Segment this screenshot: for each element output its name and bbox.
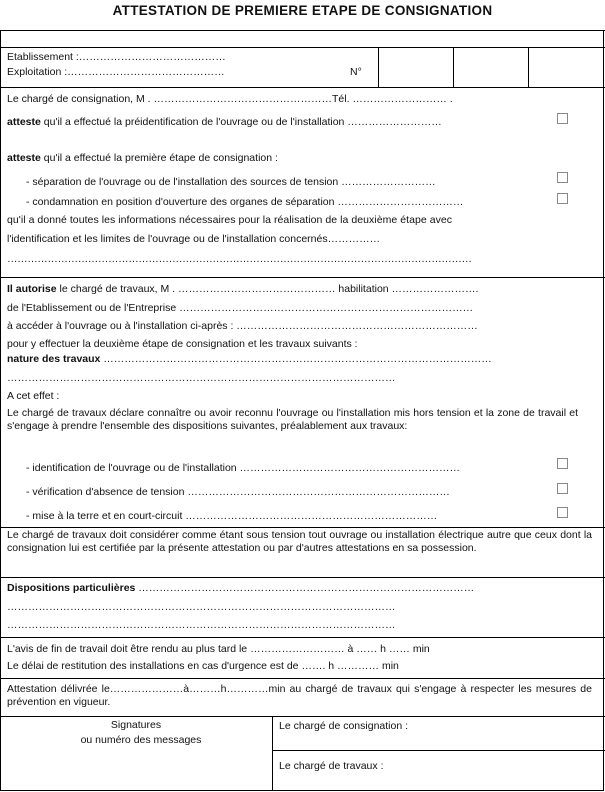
etablissement-field[interactable]: Etablissement :……………………………………: [7, 51, 226, 63]
identification-checkbox[interactable]: [557, 458, 568, 469]
premiere-etape-line: [7, 152, 278, 165]
etablissement-entreprise-line[interactable]: de l'Etablissement ou de l'Entreprise …………………………………………………………………………: [7, 302, 474, 314]
divider: [453, 47, 454, 87]
divider: [0, 527, 605, 528]
consideration-text: Le chargé de travaux doit considérer comme étant sous tension tout ouvrage ou installation électrique autre que ceux dont la consignation lui est certifiée par la présente attestation ou par d'autres attestations en sa possession.: [7, 529, 592, 554]
verification-line: - vérification d'absence de tension …………………………………………………………………: [26, 486, 450, 498]
numero-label: N°: [350, 66, 362, 78]
acceder-line[interactable]: à accéder à l'ouvrage ou à l'installation ci-après : ……………………………………………………………: [7, 320, 478, 332]
mise-terre-checkbox[interactable]: [557, 507, 568, 518]
autorise-text: le chargé de travaux, M . ……………………………………… habilitation …………………….: [56, 283, 479, 295]
signature-consignation[interactable]: Le chargé de consignation :: [279, 720, 409, 732]
nature-dots: …………………………………………………………………………………………………: [100, 353, 492, 365]
verification-checkbox[interactable]: [557, 483, 568, 494]
dots-line[interactable]: …………………………………………………………………………………………………………………………: [7, 253, 472, 265]
divider: [0, 577, 605, 578]
exploitation-field[interactable]: Exploitation :………………………………………: [7, 66, 225, 78]
delai-restitution-line[interactable]: Le délai de restitution des installations en cas d'urgence est de ……. h ………… min: [7, 660, 399, 672]
atteste-label: atteste: [7, 116, 41, 128]
declaration-text: Le chargé de travaux déclare connaître ou avoir reconnu l'ouvrage ou l'installation mis hors tension et la zone de travail et s'engage à prendre l'ensemble des dispositions suivantes, préalablement aux travaux:: [7, 407, 578, 432]
dots-line[interactable]: …………………………………………………………………………………………………: [7, 619, 396, 631]
messages-label: ou numéro des messages: [80, 734, 202, 746]
preidentification-line: [7, 116, 442, 129]
attestation-delivree-text[interactable]: Attestation délivrée le…………………à………h…………min au chargé de travaux qui s'engage à respecter les mesures de prévention en vigueur.: [7, 683, 592, 708]
divider: [0, 87, 605, 88]
premiere-etape-text: qu'il a effectué la première étape de consignation :: [40, 152, 278, 164]
avis-fin-travail-line[interactable]: L'avis de fin de travail doit être rendu au plus tard le ……………………… à …… h …… min: [7, 643, 430, 655]
autorise-label: Il autorise: [7, 283, 57, 295]
divider: [0, 30, 605, 31]
separation-line: - séparation de l'ouvrage ou de l'installation des sources de tension ………………………: [26, 176, 436, 188]
separation-checkbox[interactable]: [557, 172, 568, 183]
condamnation-checkbox[interactable]: [557, 193, 568, 204]
autorise-line[interactable]: [7, 283, 478, 296]
info-line-1: qu'il a donné toutes les informations nécessaires pour la réalisation de la deuxième étape avec: [7, 214, 453, 226]
dispositions-line[interactable]: [7, 582, 474, 595]
nature-label: nature des travaux: [7, 353, 101, 365]
condamnation-line: - condamnation en position d'ouverture des organes de séparation ………………………………: [26, 196, 464, 208]
a-cet-effet-label: A cet effet :: [7, 390, 60, 402]
info-line-2[interactable]: l'identification et les limites de l'ouvrage ou de l'installation concernés……………: [7, 233, 381, 245]
divider: [272, 750, 605, 751]
document-title: ATTESTATION DE PREMIERE ETAPE DE CONSIGNATION: [112, 3, 493, 18]
divider: [378, 47, 379, 87]
effectuer-line: pour y effectuer la deuxième étape de consignation et les travaux suivants :: [7, 338, 358, 350]
divider: [0, 678, 605, 679]
mise-terre-line: - mise à la terre et en court-circuit ………………………………………………………………: [26, 510, 438, 522]
nature-travaux-line[interactable]: [7, 353, 492, 366]
dots-line[interactable]: …………………………………………………………………………………………………: [7, 372, 396, 384]
divider: [528, 47, 529, 87]
divider: [0, 637, 605, 638]
divider: [0, 47, 605, 48]
signatures-label: Signatures: [110, 719, 162, 731]
signature-travaux[interactable]: Le chargé de travaux :: [279, 760, 384, 772]
divider: [0, 716, 605, 717]
charge-consignation-line[interactable]: Le chargé de consignation, M . ……………………………………………Tél. ……………………… .: [7, 93, 453, 105]
identification-line: - identification de l'ouvrage ou de l'installation ………………………………………………………: [26, 462, 461, 474]
preidentification-checkbox[interactable]: [557, 113, 568, 124]
divider: [0, 277, 605, 278]
divider: [272, 716, 273, 791]
dispositions-label: Dispositions particulières: [7, 582, 136, 594]
atteste-label: atteste: [7, 152, 41, 164]
dots-line[interactable]: …………………………………………………………………………………………………: [7, 601, 396, 613]
preidentification-text: qu'il a effectué la préidentification de l'ouvrage ou de l'installation ………………………: [40, 116, 442, 128]
dispositions-dots: ……………………………………………………………………………………: [135, 582, 475, 594]
